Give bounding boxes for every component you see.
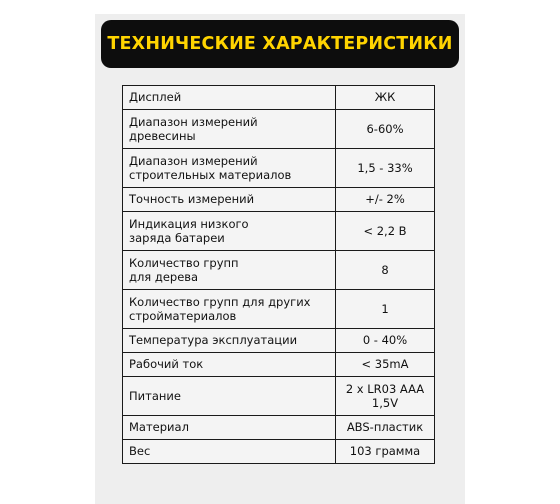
spec-label: Материал [123,416,336,440]
table-row [123,251,435,290]
spec-label: Количество групп для других стройматериалов [123,290,336,329]
spec-label: Дисплей [123,86,336,110]
header-banner [101,20,459,68]
table-row [123,440,435,464]
spec-value: +/- 2% [336,188,435,212]
table-row [123,353,435,377]
spec-label: Диапазон измерений строительных материалов [123,149,336,188]
table-row [123,86,435,110]
spec-value: 1,5 - 33% [336,149,435,188]
spec-value: 6-60% [336,110,435,149]
spec-value: < 35mA [336,353,435,377]
spec-label: Точность измерений [123,188,336,212]
table-row [123,188,435,212]
spec-value: 103 грамма [336,440,435,464]
table-row [123,377,435,416]
spec-label: Диапазон измерений древесины [123,110,336,149]
table-row [123,290,435,329]
specifications-table [122,85,435,464]
spec-label: Количество групп для дерева [123,251,336,290]
spec-value: ЖК [336,86,435,110]
spec-value: 8 [336,251,435,290]
spec-value: ABS-пластик [336,416,435,440]
spec-label: Рабочий ток [123,353,336,377]
table-row [123,149,435,188]
spec-value: < 2,2 В [336,212,435,251]
table-row [123,416,435,440]
spec-label: Вес [123,440,336,464]
table-row [123,212,435,251]
table-row [123,329,435,353]
spec-value: 2 x LR03 AAA 1,5V [336,377,435,416]
spec-label: Температура эксплуатации [123,329,336,353]
spec-label: Индикация низкого заряда батареи [123,212,336,251]
page-title: ТЕХНИЧЕСКИЕ ХАРАКТЕРИСТИКИ [107,34,453,54]
spec-label: Питание [123,377,336,416]
spec-value: 0 - 40% [336,329,435,353]
spec-value: 1 [336,290,435,329]
table-row [123,110,435,149]
